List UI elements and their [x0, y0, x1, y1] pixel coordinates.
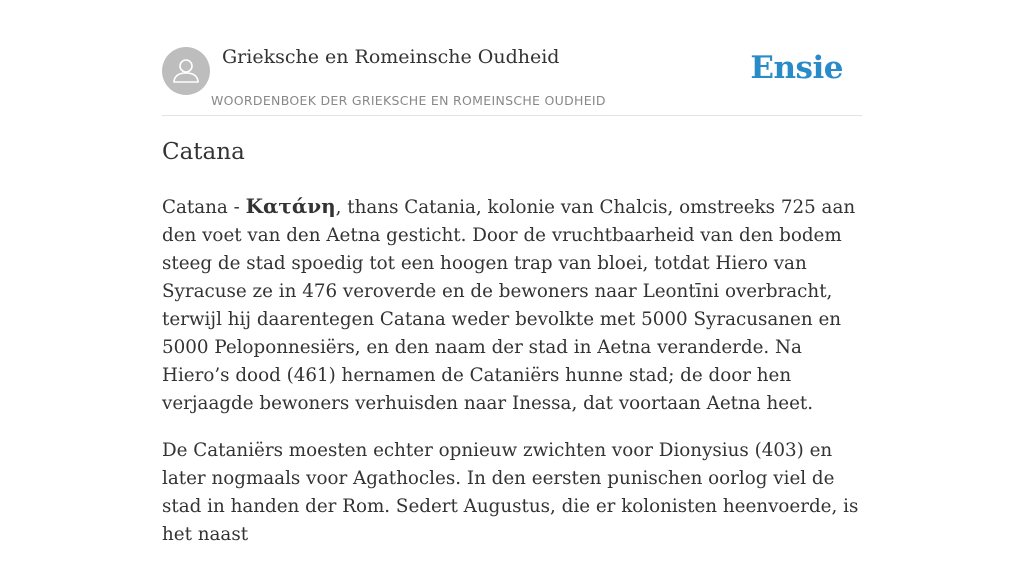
header	[162, 0, 862, 116]
entry-body	[162, 192, 862, 568]
entry-paragraph-1-text: , thans Catania, kolonie van Chalcis, omstreeks 725 aan den voet van den Aetna gesticht. Door de vruchtbaarheid van den bodem steeg de stad spoedig tot een hoogen trap van bloei, totdat Hiero van Syracuse ze in 476 veroverde en de bewoners naar Leontīni overbracht, terwijl hij daarentegen Catana weder bevolkte met 5000 Syracusanen en 5000 Peloponnesiërs, en den naam der stad in Aetna veranderde. Na Hiero’s dood (461) hernamen de Cataniërs hunne stad; de door hen verjaagde bewoners verhuisden naar Inessa, dat voortaan Aetna heet.	[162, 197, 856, 414]
greek-term: Κατάνη	[245, 194, 336, 218]
entry-paragraph-2: De Cataniërs moesten echter opnieuw zwichten voor Dionysius (403) en later nogmaals voor Agathocles. In den eersten punischen oorlog viel de stad in handen der Rom. Sedert Augustus, die er kolonisten heenvoerde, is het naast	[162, 440, 859, 545]
entry-lead: Catana -	[162, 197, 246, 218]
entry-paragraph-1	[162, 192, 862, 418]
page-container	[162, 0, 862, 545]
user-icon	[162, 47, 210, 95]
book-subtitle: WOORDENBOEK DER GRIEKSCHE EN ROMEINSCHE OUDHEID	[211, 93, 606, 108]
entry-title: Catana	[162, 139, 245, 165]
book-title[interactable]: Grieksche en Romeinsche Oudheid	[222, 46, 560, 68]
avatar[interactable]	[162, 47, 210, 95]
ensie-logo[interactable]: Ensie	[750, 50, 843, 86]
